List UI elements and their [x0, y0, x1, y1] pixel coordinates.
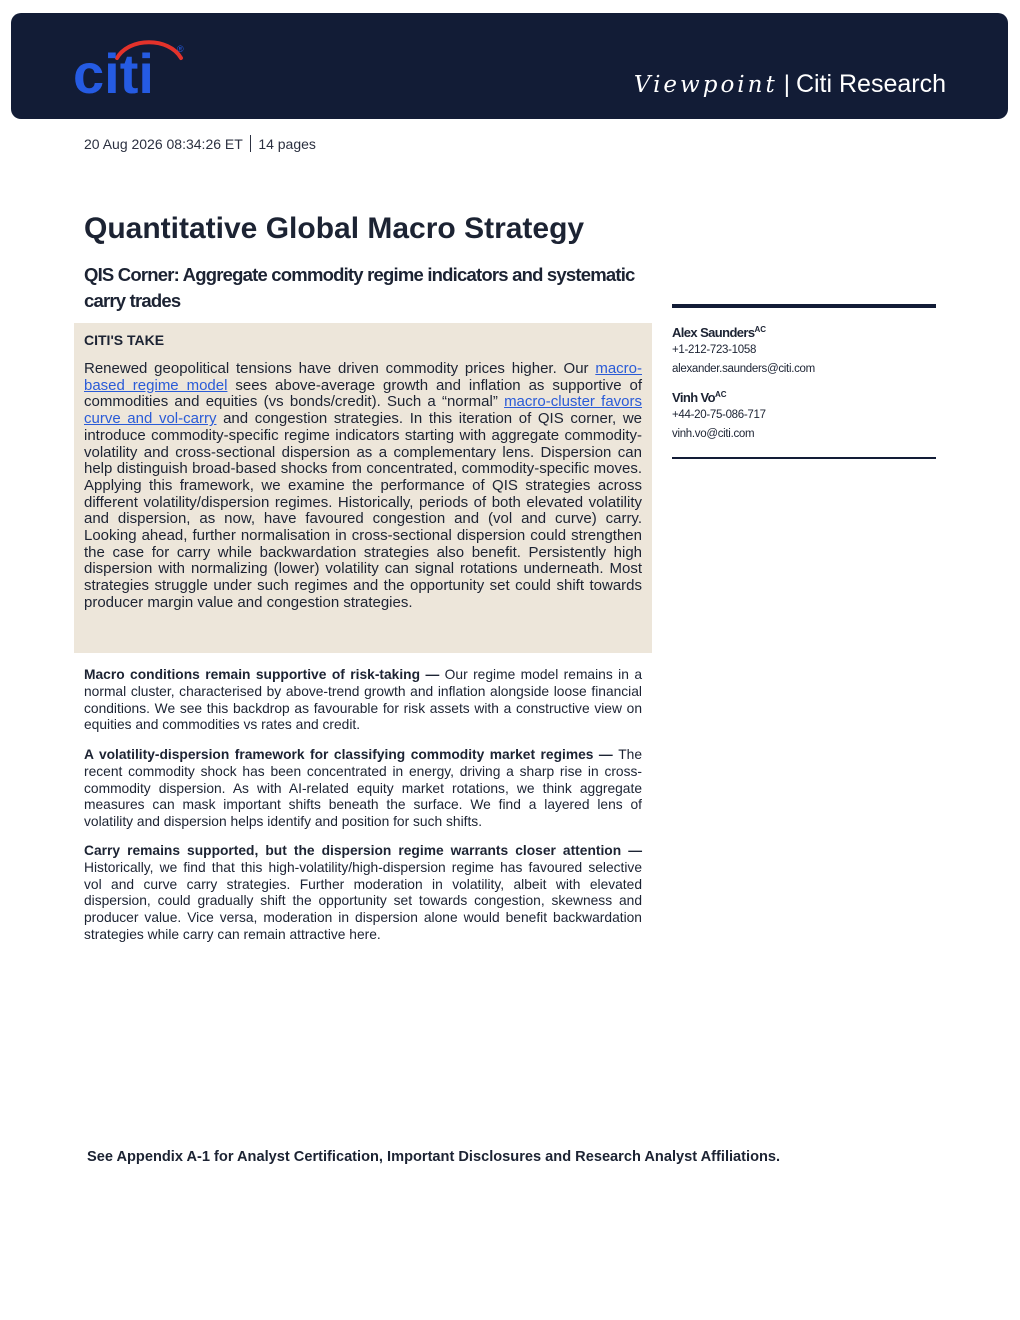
section-body: Our regime model remains in a normal cluster, characterised by above-trend growth and inflation alongside loose financial conditions. We see this backdrop as favourable for risk assets with a constructive view on equities and commodities vs rates and credit. — [84, 667, 642, 733]
analyst-phone: +44-20-75-086-717 — [672, 409, 766, 421]
masthead-viewpoint: Viewpoint — [633, 72, 778, 98]
disclosures-note: See Appendix A-1 for Analyst Certification, Important Disclosures and Research Analyst Affiliations. — [87, 1149, 781, 1165]
macro-cluster-link[interactable]: macro-cluster favors curve and vol-carry — [84, 393, 642, 428]
sidebar-bottom-rule — [672, 457, 936, 459]
logo-registered-mark: ® — [177, 44, 184, 54]
section-lead: A volatility-dispersion framework for classifying commodity market regimes — — [84, 747, 619, 762]
sidebar-top-rule — [672, 304, 936, 308]
analyst-card — [672, 386, 936, 444]
analyst-card — [672, 321, 936, 379]
citis-take-text — [84, 361, 642, 612]
take-text-part-2: sees above-average growth and inflation as supportive of commodities and equities (vs bonds/credit). Such a “normal” — [84, 376, 642, 411]
analyst-phone: +1-212-723-1058 — [672, 344, 757, 356]
masthead-brand: Citi Research — [795, 70, 946, 98]
section-paragraph — [84, 843, 642, 944]
analyst-email[interactable]: vinh.vo@citi.com — [672, 428, 755, 440]
logo-wordmark: citi — [73, 42, 154, 99]
section-paragraph — [84, 667, 642, 734]
masthead — [634, 70, 946, 99]
citis-take-heading: CITI'S TAKE — [84, 332, 165, 348]
citis-take-box — [74, 323, 652, 653]
dateline-divider — [250, 135, 252, 152]
analyst-cert-mark: AC — [754, 325, 767, 334]
header-bar — [11, 13, 1008, 119]
document-subtitle: QIS Corner: Aggregate commodity regime indicators and systematic carry trades — [84, 264, 635, 311]
section-body: The recent commodity shock has been concentrated in energy, driving a sharp rise in cross-commodity dispersion. As with AI-related equity market rotations, we think aggregate measures can mask important shifts beneath the surface. We find a layered lens of volatility and dispersion helps identify and position for such shifts. — [84, 747, 642, 830]
take-text-part-1: Renewed geopolitical tensions have driven commodity prices higher. Our — [84, 360, 596, 377]
publish-timestamp: 20 Aug 2026 08:34:26 ET — [84, 136, 243, 152]
section-lead: Macro conditions remain supportive of risk-taking — — [84, 667, 445, 682]
masthead-separator: | — [783, 71, 790, 98]
section-lead: Carry remains supported, but the dispersion regime warrants closer attention — — [84, 843, 642, 858]
analyst-name: Alex Saunders$^{AC}$ — [672, 325, 767, 340]
analyst-name: Vinh $Vo^{AC}$ — [672, 390, 727, 405]
page-count: 14 pages — [258, 136, 316, 152]
dateline — [84, 135, 316, 152]
document-title: Quantitative Global Macro Strategy — [84, 212, 585, 245]
section-body: Historically, we find that this high-volatility/high-dispersion regime has favoured selective vol and curve carry strategies. Further moderation in volatility, albeit with elevated dispersion, could gradually shift the opportunity set towards congestion, skewness and producer value. Vice versa, moderation in dispersion alone would benefit backwardation strategies while carry can remain attractive here. — [84, 859, 642, 942]
macro-regime-model-link[interactable]: macro-based regime model — [84, 360, 642, 394]
citi-logo — [73, 33, 185, 99]
take-text-part-3: and congestion strategies. In this iteration of QIS corner, we introduce commodity-specific regime indicators starting with aggregate commodity-volatility and cross-sectional dispersion as a complementary lens. Dispersion can help distinguish broad-based shocks from concentrated, commodity-specific moves. Applying this framework, we examine the performance of QIS strategies across different volatility/dispersion regimes. Historically, periods of both elevated volatility and dispersion, as now, have favoured congestion and (vol and curve) carry. Looking ahead, further normalisation in cross-sectional dispersion could strengthen the case for carry while backwardation strategies also benefit. Persistently high dispersion with normalizing (lower) volatility can signal rotations underneath. Most strategies struggle under such regimes and the opportunity set could shift towards producer margin value and congestion strategies. — [84, 410, 642, 611]
analyst-email[interactable]: alexander.saunders@citi.com — [672, 363, 815, 375]
analyst-cert-mark: AC — [715, 390, 727, 399]
section-paragraph — [84, 747, 642, 831]
